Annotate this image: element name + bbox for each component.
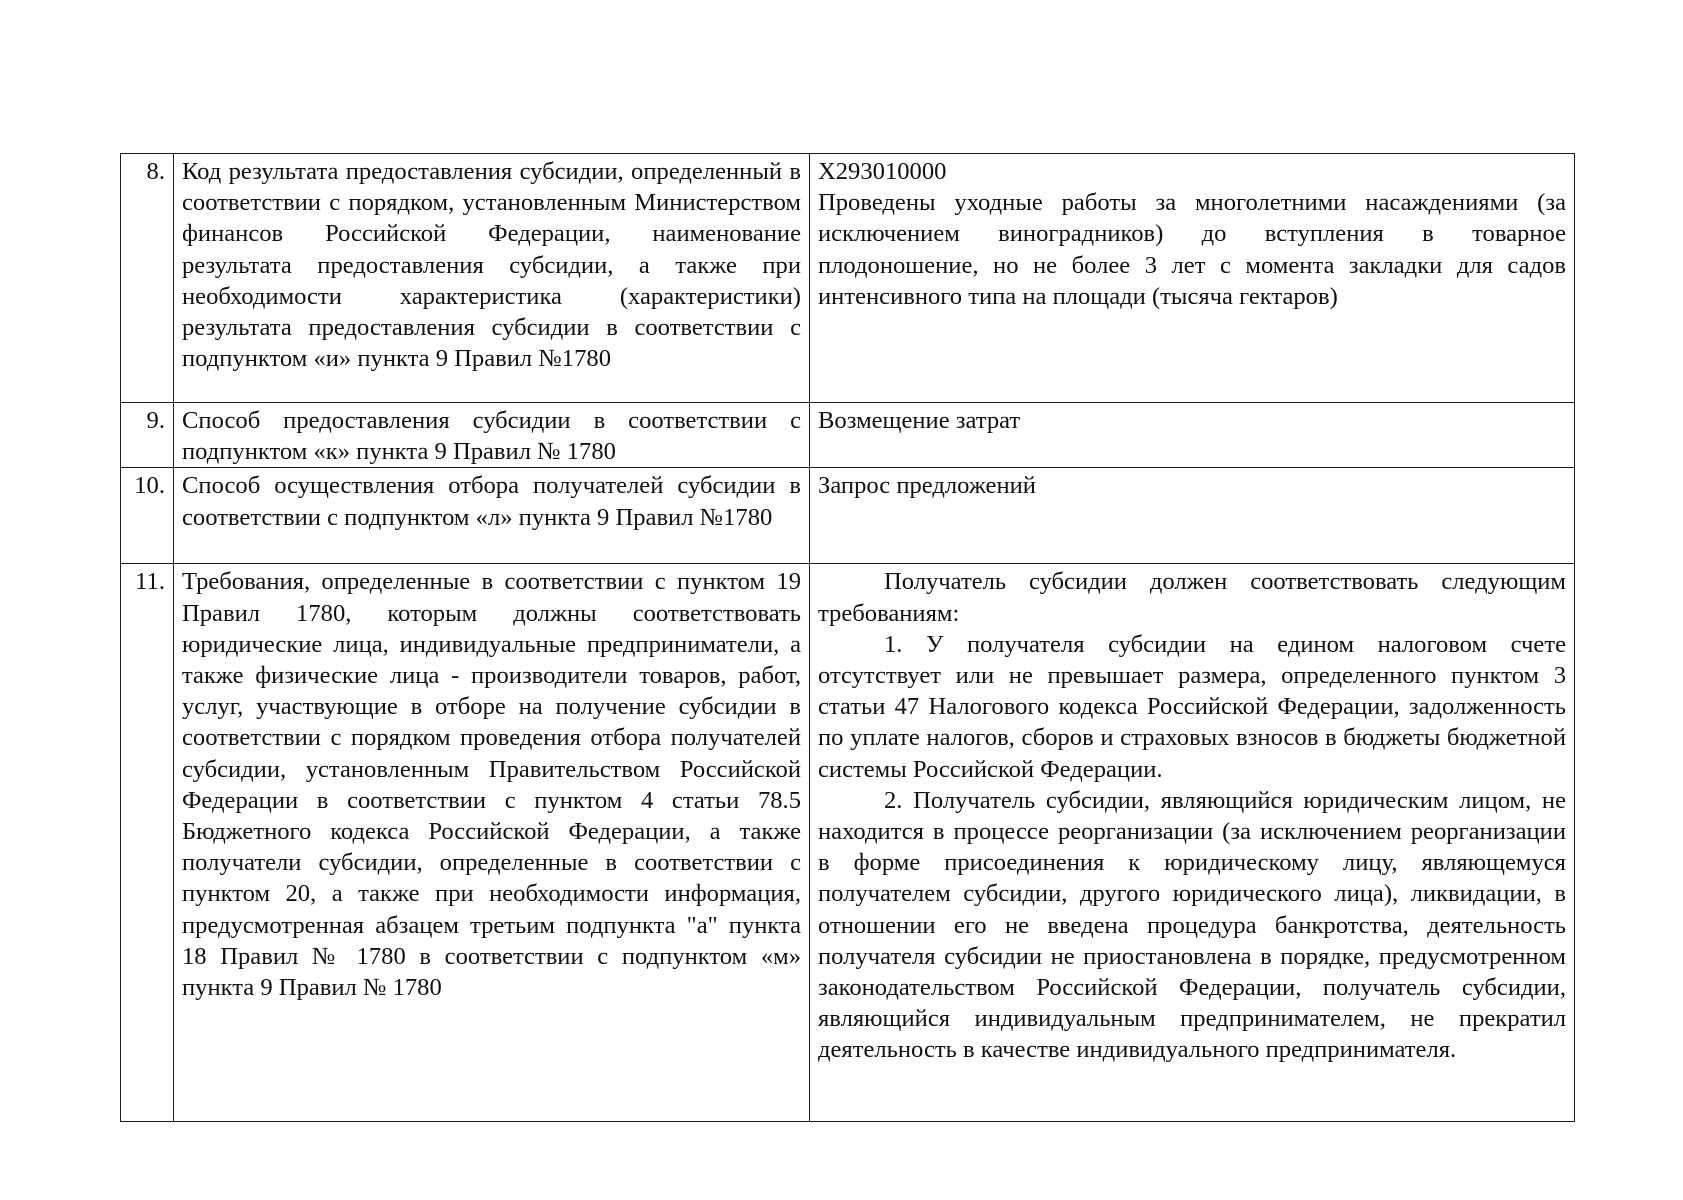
row-number: 11.	[121, 564, 174, 1122]
row-number: 8.	[121, 154, 174, 403]
row-description: Способ предоставления субсидии в соответствии с подпунктом «к» пункта 9 Правил № 1780	[174, 403, 810, 468]
requirements-intro: Получатель субсидии должен соответствовать следующим требованиям:	[818, 568, 1566, 627]
row-number: 9.	[121, 403, 174, 468]
table-row	[121, 564, 1575, 1122]
row-description: Код результата предоставления субсидии, определенный в соответствии с порядком, установленным Министерством финансов Российской Федерации, наименование результата предоставления субсидии, а также при необходимости характеристика (характеристики) результата предоставления субсидии в соответствии с подпунктом «и» пункта 9 Правил №1780	[174, 154, 810, 403]
row-value: Возмещение затрат	[810, 403, 1575, 468]
table-row	[121, 468, 1575, 564]
requirement-item: 2. Получатель субсидии, являющийся юридическим лицом, не находится в процессе реорганизации (за исключением реорганизации в форме присоединения к юридическому лицу, являющемуся получателем субсидии, другого юридического лица), ликвидации, в отношении его не введена процедура банкротства, деятельность получателя субсидии не приостановлена в порядке, предусмотренном законодательством Российской Федерации, получатель субсидии, являющийся индивидуальным предпринимателем, не прекратил деятельность в качестве индивидуального предпринимателя.	[818, 786, 1566, 1064]
row-value: Запрос предложений	[810, 468, 1575, 564]
result-code: Х293010000	[818, 158, 947, 185]
requirement-item: 1. У получателя субсидии на едином налоговом счете отсутствует или не превышает размера, определенного пунктом 3 статьи 47 Налогового кодекса Российской Федерации, задолженность по уплате налогов, сборов и страховых взносов в бюджеты бюджетной системы Российской Федерации.	[818, 630, 1566, 783]
row-number: 10.	[121, 468, 174, 564]
row-description: Требования, определенные в соответствии с пунктом 19 Правил 1780, которым должны соответствовать юридические лица, индивидуальные предприниматели, а также физические лица - производители товаров, работ, услуг, участвующие в отборе на получение субсидии в соответствии с порядком проведения отбора получателей субсидии, установленным Правительством Российской Федерации в соответствии с пунктом 4 статьи 78.5 Бюджетного кодекса Российской Федерации, а также получатели субсидии, определенные в соответствии с пунктом 20, а также при необходимости информация, предусмотренная абзацем третьим подпункта "а" пункта 18 Правил № 1780 в соответствии с подпунктом «м» пункта 9 Правил № 1780	[174, 564, 810, 1122]
table-row	[121, 403, 1575, 468]
table-row	[121, 154, 1575, 403]
subsidy-parameters-table	[120, 153, 1575, 1122]
row-description: Способ осуществления отбора получателей субсидии в соответствии с подпунктом «л» пункта 9 Правил №1780	[174, 468, 810, 564]
result-name: Проведены уходные работы за многолетними насаждениями (за исключением виноградников) до вступления в товарное плодоношение, но не более 3 лет с момента закладки для садов интенсивного типа на площади (тысяча гектаров)	[818, 189, 1566, 310]
row-value	[810, 564, 1575, 1122]
row-value	[810, 154, 1575, 403]
